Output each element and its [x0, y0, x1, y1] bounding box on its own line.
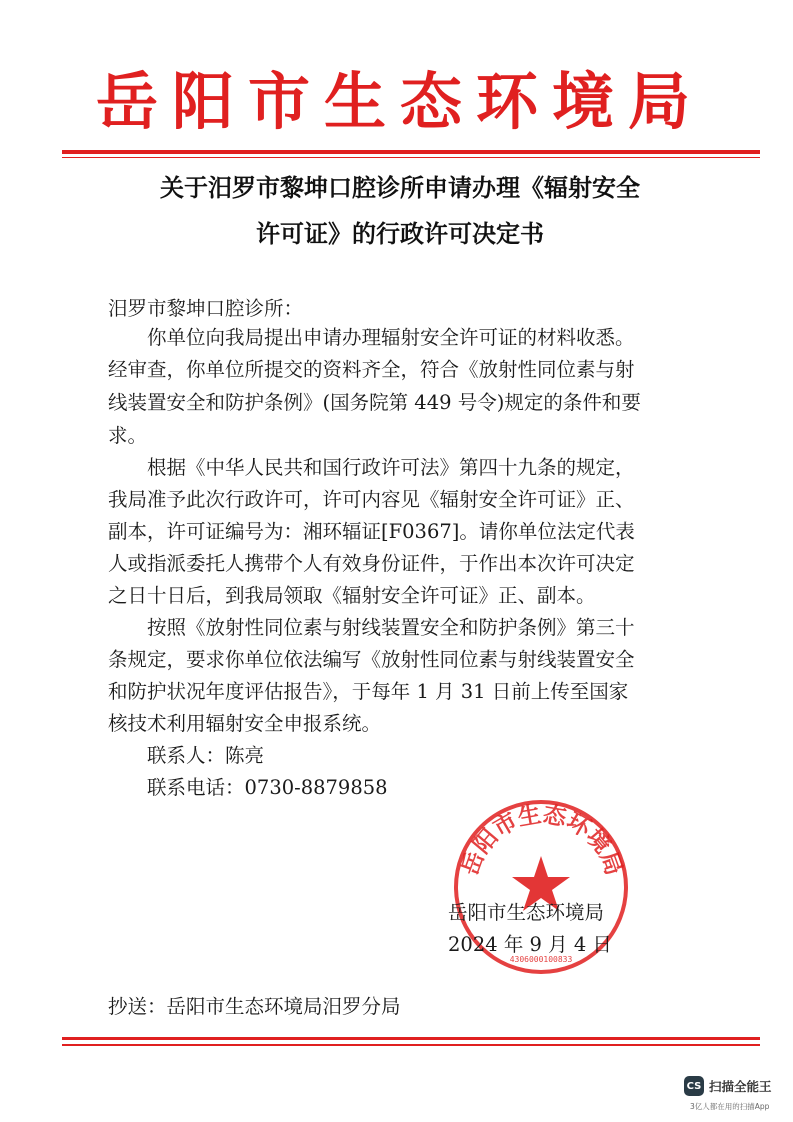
issuing-authority-title: 岳阳市生态环境局	[95, 65, 704, 138]
salutation: 汨罗市黎坤口腔诊所：	[108, 297, 304, 320]
body-line: 条规定，要求你单位依法编写《放射性同位素与射线装置安全	[108, 648, 635, 671]
body-line: 副本，许可证编号为：湘环辐证[F0367]。请你单位法定代表	[108, 520, 635, 543]
header-red-rule	[62, 150, 760, 154]
document-title-line-2: 许可证》的行政许可决定书	[256, 220, 544, 248]
body-line: 求。	[108, 424, 148, 447]
body-line: 我局准予此次行政许可，许可内容见《辐射安全许可证》正、	[108, 488, 635, 511]
header-red-rule-thin	[62, 157, 760, 158]
body-line: 按照《放射性同位素与射线装置安全和防护条例》第三十	[108, 616, 635, 639]
camscanner-logo-icon: CS	[684, 1076, 704, 1096]
body-line: 之日十日后，到我局领取《辐射安全许可证》正、副本。	[108, 584, 596, 607]
contact-person: 联系人：陈亮	[108, 744, 265, 767]
body-line: 线装置安全和防护条例》(国务院第 449 号令)规定的条件和要	[108, 391, 641, 414]
body-line: 人或指派委托人携带个人有效身份证件，于作出本次许可决定	[108, 552, 635, 575]
seal-ring-text: 岳阳市生态环境局	[457, 801, 627, 879]
footer-red-rule-thin	[62, 1044, 760, 1046]
signing-authority: 岳阳市生态环境局	[448, 901, 605, 924]
signing-date: 2024 年 9 月 4 日	[448, 933, 612, 956]
body-line: 核技术利用辐射安全申报系统。	[108, 712, 382, 735]
seal-serial-number: 4306000100833	[509, 955, 573, 964]
scanner-app-name: 扫描全能王	[709, 1079, 772, 1094]
footer-red-rule	[62, 1037, 760, 1040]
cc-recipients: 抄送：岳阳市生态环境局汨罗分局	[108, 995, 401, 1018]
scanner-watermark	[684, 1076, 772, 1096]
scanner-tagline: 3亿人都在用的扫描App	[690, 1102, 770, 1111]
body-line: 根据《中华人民共和国行政许可法》第四十九条的规定，	[108, 456, 635, 479]
body-line: 你单位向我局提出申请办理辐射安全许可证的材料收悉。	[108, 326, 635, 349]
body-line: 经审查，你单位所提交的资料齐全，符合《放射性同位素与射	[108, 358, 635, 381]
document-title-line-1: 关于汨罗市黎坤口腔诊所申请办理《辐射安全	[160, 174, 640, 202]
body-line: 和防护状况年度评估报告》，于每年 1 月 31 日前上传至国家	[108, 680, 629, 703]
contact-phone: 联系电话：0730-8879858	[108, 776, 388, 799]
